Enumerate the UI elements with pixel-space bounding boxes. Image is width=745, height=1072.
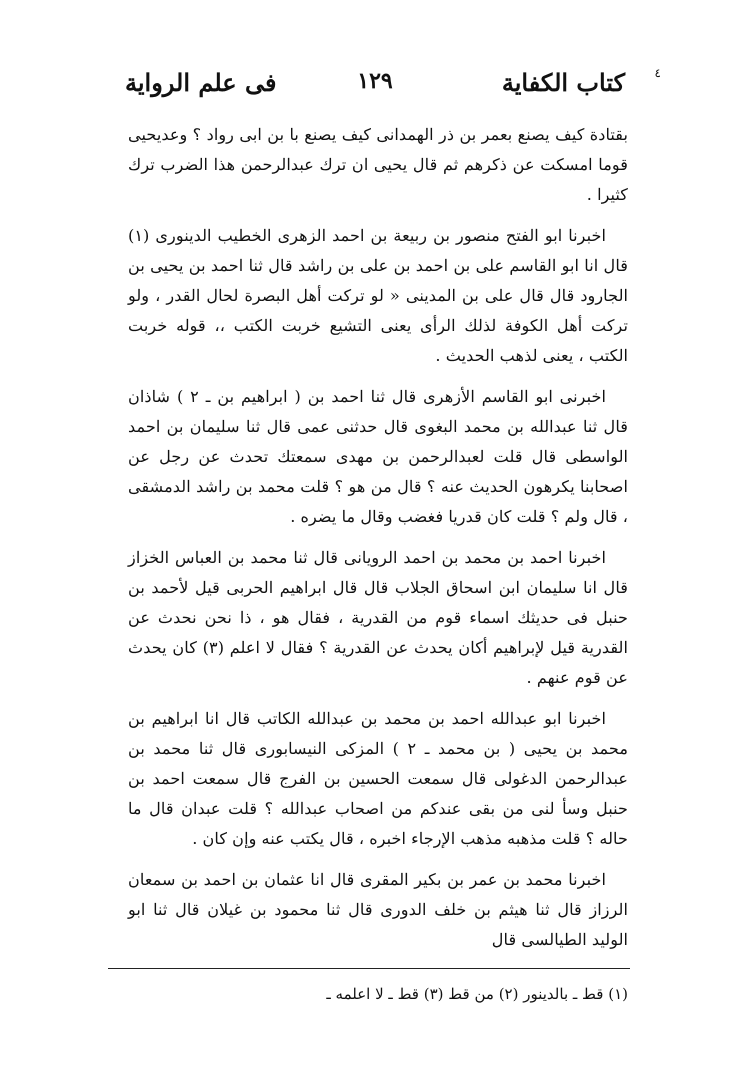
paragraph-4: اخبرنا احمد بن محمد بن احمد الرويانى قال ثنا محمد بن العباس الخزاز قال انا سليمان ابن اسحاق الجلاب قال قال ابراهيم الحربى قيل لأحمد بن حنبل فى حديثك اسماء قوم من القدرية ، فقال هو ، ذا نحن نحدث عن القدرية قيل لإبراهيم أكان يحدث عن القدرية ؟ فقال لا اعلم (٣) كان يحدث عن قوم عنهم . [128, 548, 628, 687]
footnote-divider [108, 968, 630, 969]
page-number: ١٢٩ [357, 68, 393, 94]
footnote: (١) قط ـ بالدينور (٢) من قط (٣) قط ـ لا اعلمه ـ [326, 985, 628, 1003]
page-header [125, 68, 625, 112]
main-text [128, 120, 628, 966]
paragraph-6: اخبرنا محمد بن عمر بن بكير المقرى قال انا عثمان بن احمد بن سمعان الرزاز قال ثنا هيثم بن خلف الدورى قال ثنا محمود بن غيلان قال ثنا ابو الوليد الطيالسى قال [128, 870, 628, 949]
corner-mark: ٤ [654, 66, 661, 80]
paragraph-3: اخبرنى ابو القاسم الأزهرى قال ثنا احمد بن ( ابراهيم بن ـ ٢ ) شاذان قال ثنا عبدالله بن محمد البغوى قال حدثنى عمى قال ثنا سليمان بن احمد الواسطى قال قلت لعبدالرحمن بن مهدى سمعتك تحدث عن رجل عن اصحابنا يكرهون الحديث عنه ؟ قال من هو ؟ قلت محمد بن راشد الدمشقى ، قال ولم ؟ قلت كان قدريا فغضب وقال ما يضره . [128, 387, 628, 526]
paragraph-1: بقتادة كيف يصنع بعمر بن ذر الهمدانى كيف يصنع با بن ابى رواد ؟ وعديحيى قوما امسكت عن ذكرهم ثم قال يحيى ان ترك عبدالرحمن هذا الضرب ترك كثيرا . [128, 125, 628, 204]
running-subtitle: فى علم الرواية [125, 68, 277, 97]
paragraph-5: اخبرنا ابو عبدالله احمد بن محمد بن عبدالله الكاتب قال انا ابراهيم بن محمد بن يحيى ( بن محمد ـ ٢ ) المزكى النيسابورى قال ثنا محمد بن عبدالرحمن الدغولى قال سمعت الحسين بن الفرج قال سمعت احمد بن حنبل وسأ لنى من بقى عندكم من اصحاب عبدالله ؟ قلت عبدان قال ما حاله ؟ قلت مذهبه مذهب الإرجاء اخبره ، قال يكتب عنه وإن كان . [128, 709, 628, 848]
running-title: كتاب الكفاية [501, 68, 625, 97]
paragraph-2: اخبرنا ابو الفتح منصور بن ربيعة بن احمد الزهرى الخطيب الدينورى (١) قال انا ابو القاسم على بن احمد بن على بن راشد قال ثنا احمد بن يحيى بن الجارود قال قال على بن المدينى « لو تركت أهل البصرة لحال القدر ، ولو تركت أهل الكوفة لذلك الرأى يعنى التشيع خربت الكتب ،، قوله خربت الكتب ، يعنى لذهب الحديث . [128, 226, 628, 365]
